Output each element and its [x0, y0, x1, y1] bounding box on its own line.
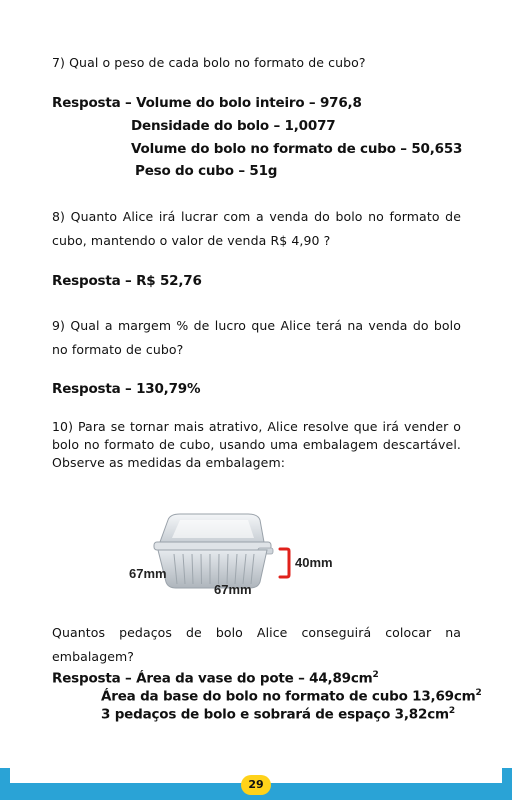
- height-bracket: [278, 546, 292, 580]
- answer-10-line-3: 3 pedaços de bolo e sobrará de espaço $3,82cm^2$: [101, 706, 455, 723]
- container-illustration: [150, 512, 275, 596]
- answer-7-line-2: Densidade do bolo – 1,0077: [131, 118, 336, 134]
- height-label: 40mm: [295, 555, 333, 570]
- answer-8: Resposta – R$ 52,76: [52, 273, 202, 289]
- answer-9: Resposta – 130,79%: [52, 381, 201, 397]
- answer-7-line-3: Volume do bolo no formato de cubo – 50,653: [131, 141, 463, 157]
- question-8: 8) Quanto Alice irá lucrar com a venda do bolo no formato de cubo, mantendo o valor de venda R$ 4,90 ?: [52, 209, 461, 248]
- answer-10-line-1: Resposta – Área da vase do pote – $44,89cm^2$: [52, 670, 379, 687]
- page-number: 29: [241, 775, 271, 795]
- answer-7-line-1: Resposta – Volume do bolo inteiro – 976,8: [52, 95, 362, 111]
- question-9: 9) Qual a margem % de lucro que Alice terá na venda do bolo no formato de cubo?: [52, 318, 461, 357]
- answer-7-line-4: Peso do cubo – 51g: [135, 163, 278, 179]
- question-10-followup: Quantos pedaços de bolo Alice conseguirá colocar na embalagem?: [52, 625, 461, 664]
- answer-10-line-2: Área da base do bolo no formato de cubo $13,69cm^2$: [101, 688, 482, 705]
- width-label: 67mm: [214, 582, 252, 597]
- question-10: 10) Para se tornar mais atrativo, Alice resolve que irá vender o bolo no formato de cubo, usando uma embalagem descartável. Observe as medidas da embalagem:: [52, 419, 461, 470]
- depth-label: 67mm: [129, 566, 167, 581]
- question-7: 7) Qual o peso de cada bolo no formato de cubo?: [52, 55, 366, 70]
